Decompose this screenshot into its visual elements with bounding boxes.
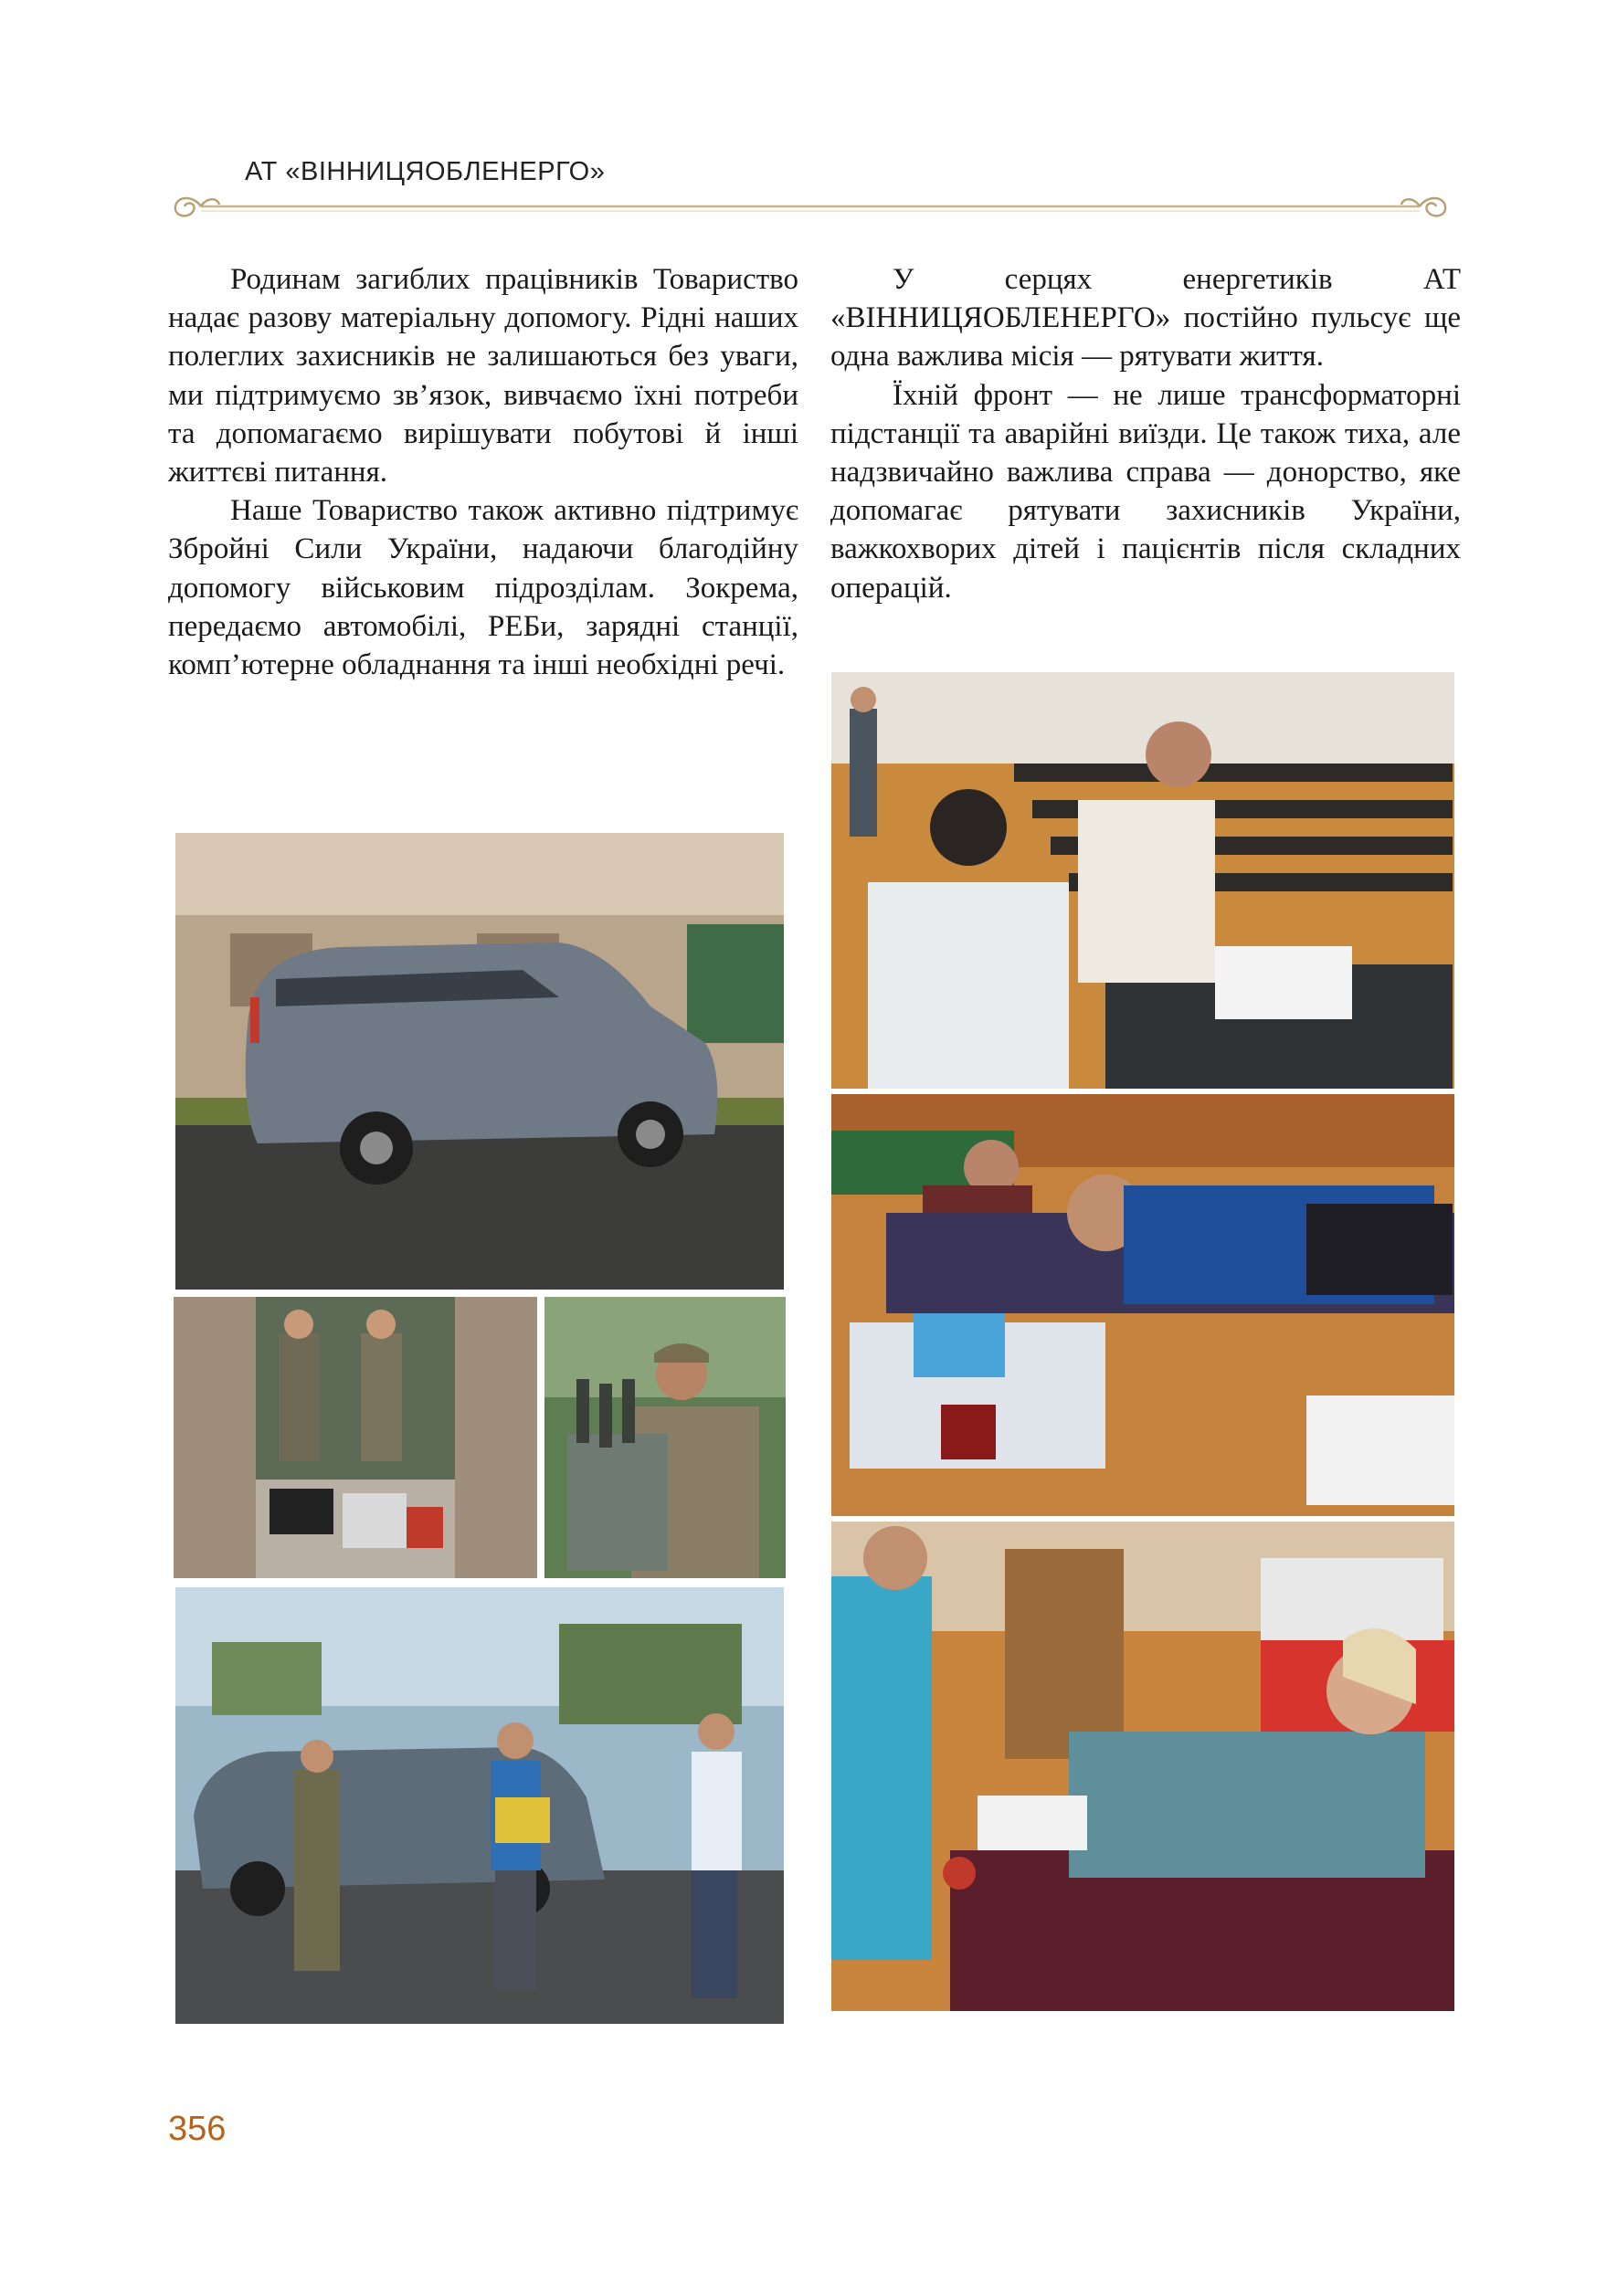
photo-woman-donor [831, 1522, 1454, 2011]
photo-blood-sample-hall [831, 672, 1454, 1089]
header-title: АТ «ВІННИЦЯОБЛЕНЕРГО» [245, 157, 606, 186]
paragraph: У серцях енергетиків АТ «ВІННИЦЯОБЛЕНЕРГО» постійно пульсує ще одна важлива місія — рятувати життя. [830, 263, 1461, 374]
running-header [166, 157, 1454, 221]
paragraph: Родинам загиблих працівників Товариство надає разову матеріальну допомогу. Рідні наших полеглих захисників не залишаються без уваги, ми підтримуємо зв’язок, вивчаємо їхні потреби та допомагаємо вирішувати побутові й інші життєві питання. [168, 263, 798, 490]
right-text-column [830, 260, 1461, 607]
header-ornament-rule [166, 188, 1454, 225]
photo-suv-handover [175, 1587, 784, 2024]
page-number: 356 [168, 2110, 227, 2148]
photo-soldiers-equipment [174, 1297, 537, 1578]
photo-donors-lying [831, 1094, 1454, 1516]
left-text-column [168, 260, 798, 684]
paragraph: Наше Товариство також активно підтримує Збройні Сили України, надаючи благодійну допомогу військовим підрозділам. Зокрема, передаємо автомобілі, РЕБи, зарядні станції, комп’ютерне обладнання та інші необхідні речі. [168, 494, 798, 682]
paragraph: Їхній фронт — не лише трансформаторні підстанції та аварійні виїзди. Це також тиха, але надзвичайно важлива справа — донорство, яке допомагає рятувати захисників України, важкохворих дітей і пацієнтів після складних операцій. [830, 378, 1461, 605]
photo-camouflage-van [175, 833, 784, 1290]
photo-soldier-reb-device [544, 1297, 786, 1578]
